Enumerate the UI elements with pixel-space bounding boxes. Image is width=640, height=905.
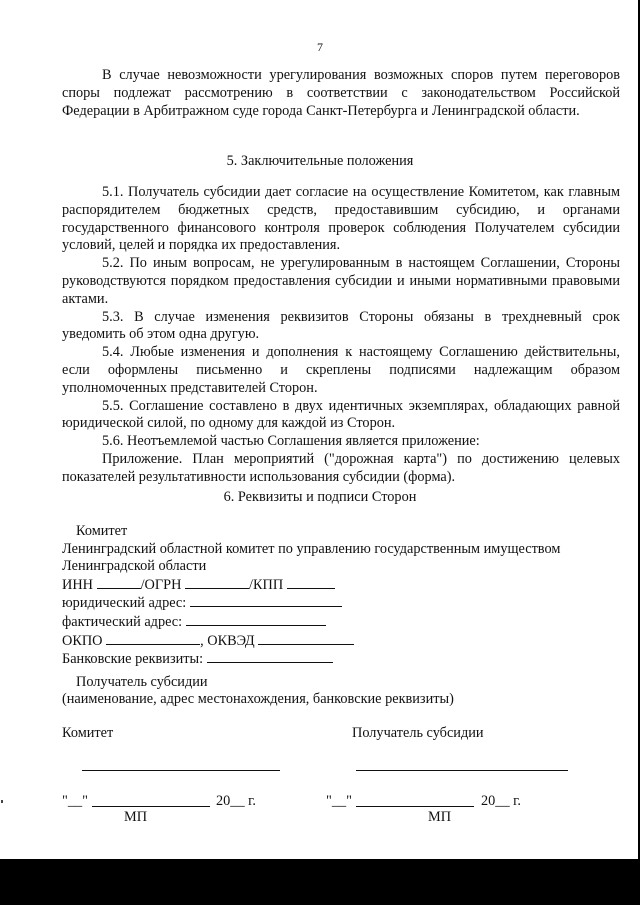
clause-5-6: 5.6. Неотъемлемой частью Соглашения является приложение: [102,433,480,450]
date-year-committee: 20__ г. [216,793,256,809]
appendix-note: Приложение. План мероприятий ("дорожная карта") по достижению целевых показателей результативности использования субсидии (форма). [62,450,620,485]
intro-paragraph-block [62,67,620,120]
ogrn-label: /ОГРН [140,576,182,593]
stamp-place-recipient: МП [428,809,452,825]
bank-details-line [62,650,622,669]
okpo-blank [106,632,200,645]
bank-details-blank [207,650,333,663]
date-day-committee: "__" [62,793,88,809]
scan-speck [1,800,3,803]
stamp-place-committee: МП [124,809,148,825]
legal-address-blank [190,594,342,607]
committee-requisites [62,523,622,669]
clause-5-5: 5.5. Соглашение составлено в двух идентичных экземплярах, обладающих равной юридической силой, по одному для каждой из Сторон. [62,397,620,432]
signature-line-recipient [356,770,568,771]
clause-5-2: 5.2. По иным вопросам, не урегулированным в настоящем Соглашении, Стороны руководствуются порядком предоставления субсидии и иными нормативными правовыми актами. [62,255,620,307]
date-month-line-committee [92,806,210,807]
date-month-line-recipient [356,806,474,807]
legal-address-label: юридический адрес: [62,595,187,612]
kpp-label: /КПП [248,576,284,593]
signature-recipient-title: Получатель субсидии [352,725,484,741]
section-5-title: 5. Заключительные положения [226,153,414,169]
okpo-label: ОКПО [62,632,103,649]
ogrn-blank [185,576,249,589]
inn-label: ИНН [62,576,93,593]
committee-name: Ленинградский областной комитет по управлению государственным имуществом Ленинградской области [62,540,561,575]
signature-committee-title: Комитет [62,725,114,741]
actual-address-line [62,613,622,632]
recipient-note: (наименование, адрес местонахождения, банковские реквизиты) [62,691,454,707]
clause-5-3: 5.3. В случае изменения реквизитов Стороны обязаны в трехдневный срок уведомить об этом одна другую. [62,308,620,343]
okpo-okved-line [62,632,622,651]
actual-address-blank [186,613,326,626]
scan-bottom-band [0,859,640,905]
inn-blank [97,576,141,589]
committee-label: Комитет [76,523,128,539]
date-day-recipient: "__" [326,793,352,809]
clause-5-4: 5.4. Любые изменения и дополнения к настоящему Соглашению действительны, если оформлены письменно и скреплены подписями надлежащим образом уполномоченных представителей Сторон. [62,344,620,396]
bank-details-label: Банковские реквизиты: [62,651,204,668]
recipient-label: Получатель субсидии [76,674,208,690]
legal-address-line [62,594,622,613]
okved-label: , ОКВЭД [200,632,255,649]
signature-line-committee [82,770,280,771]
okved-blank [258,632,354,645]
date-year-recipient: 20__ г. [481,793,521,809]
clause-5-1: 5.1. Получатель субсидии дает согласие на осуществление Комитетом, как главным распорядителем бюджетных средств, предоставившим субсидию, и органами государственного финансового контроля проверок соблюдения Получателем субсидии условий, целей и порядка их предоставления. [62,184,620,254]
page-number: 7 [317,40,323,54]
intro-paragraph: В случае невозможности урегулирования возможных споров путем переговоров споры подлежат рассмотрению в соответствии с законодательством Российской Федерации в Арбитражном суде города Санкт-Петербурга и Ленинградской области. [62,67,620,119]
kpp-blank [287,576,335,589]
actual-address-label: фактический адрес: [62,613,183,630]
section-5-body [62,184,620,487]
section-6-title: 6. Реквизиты и подписи Сторон [223,489,417,505]
inn-ogrn-kpp-line [62,576,622,595]
